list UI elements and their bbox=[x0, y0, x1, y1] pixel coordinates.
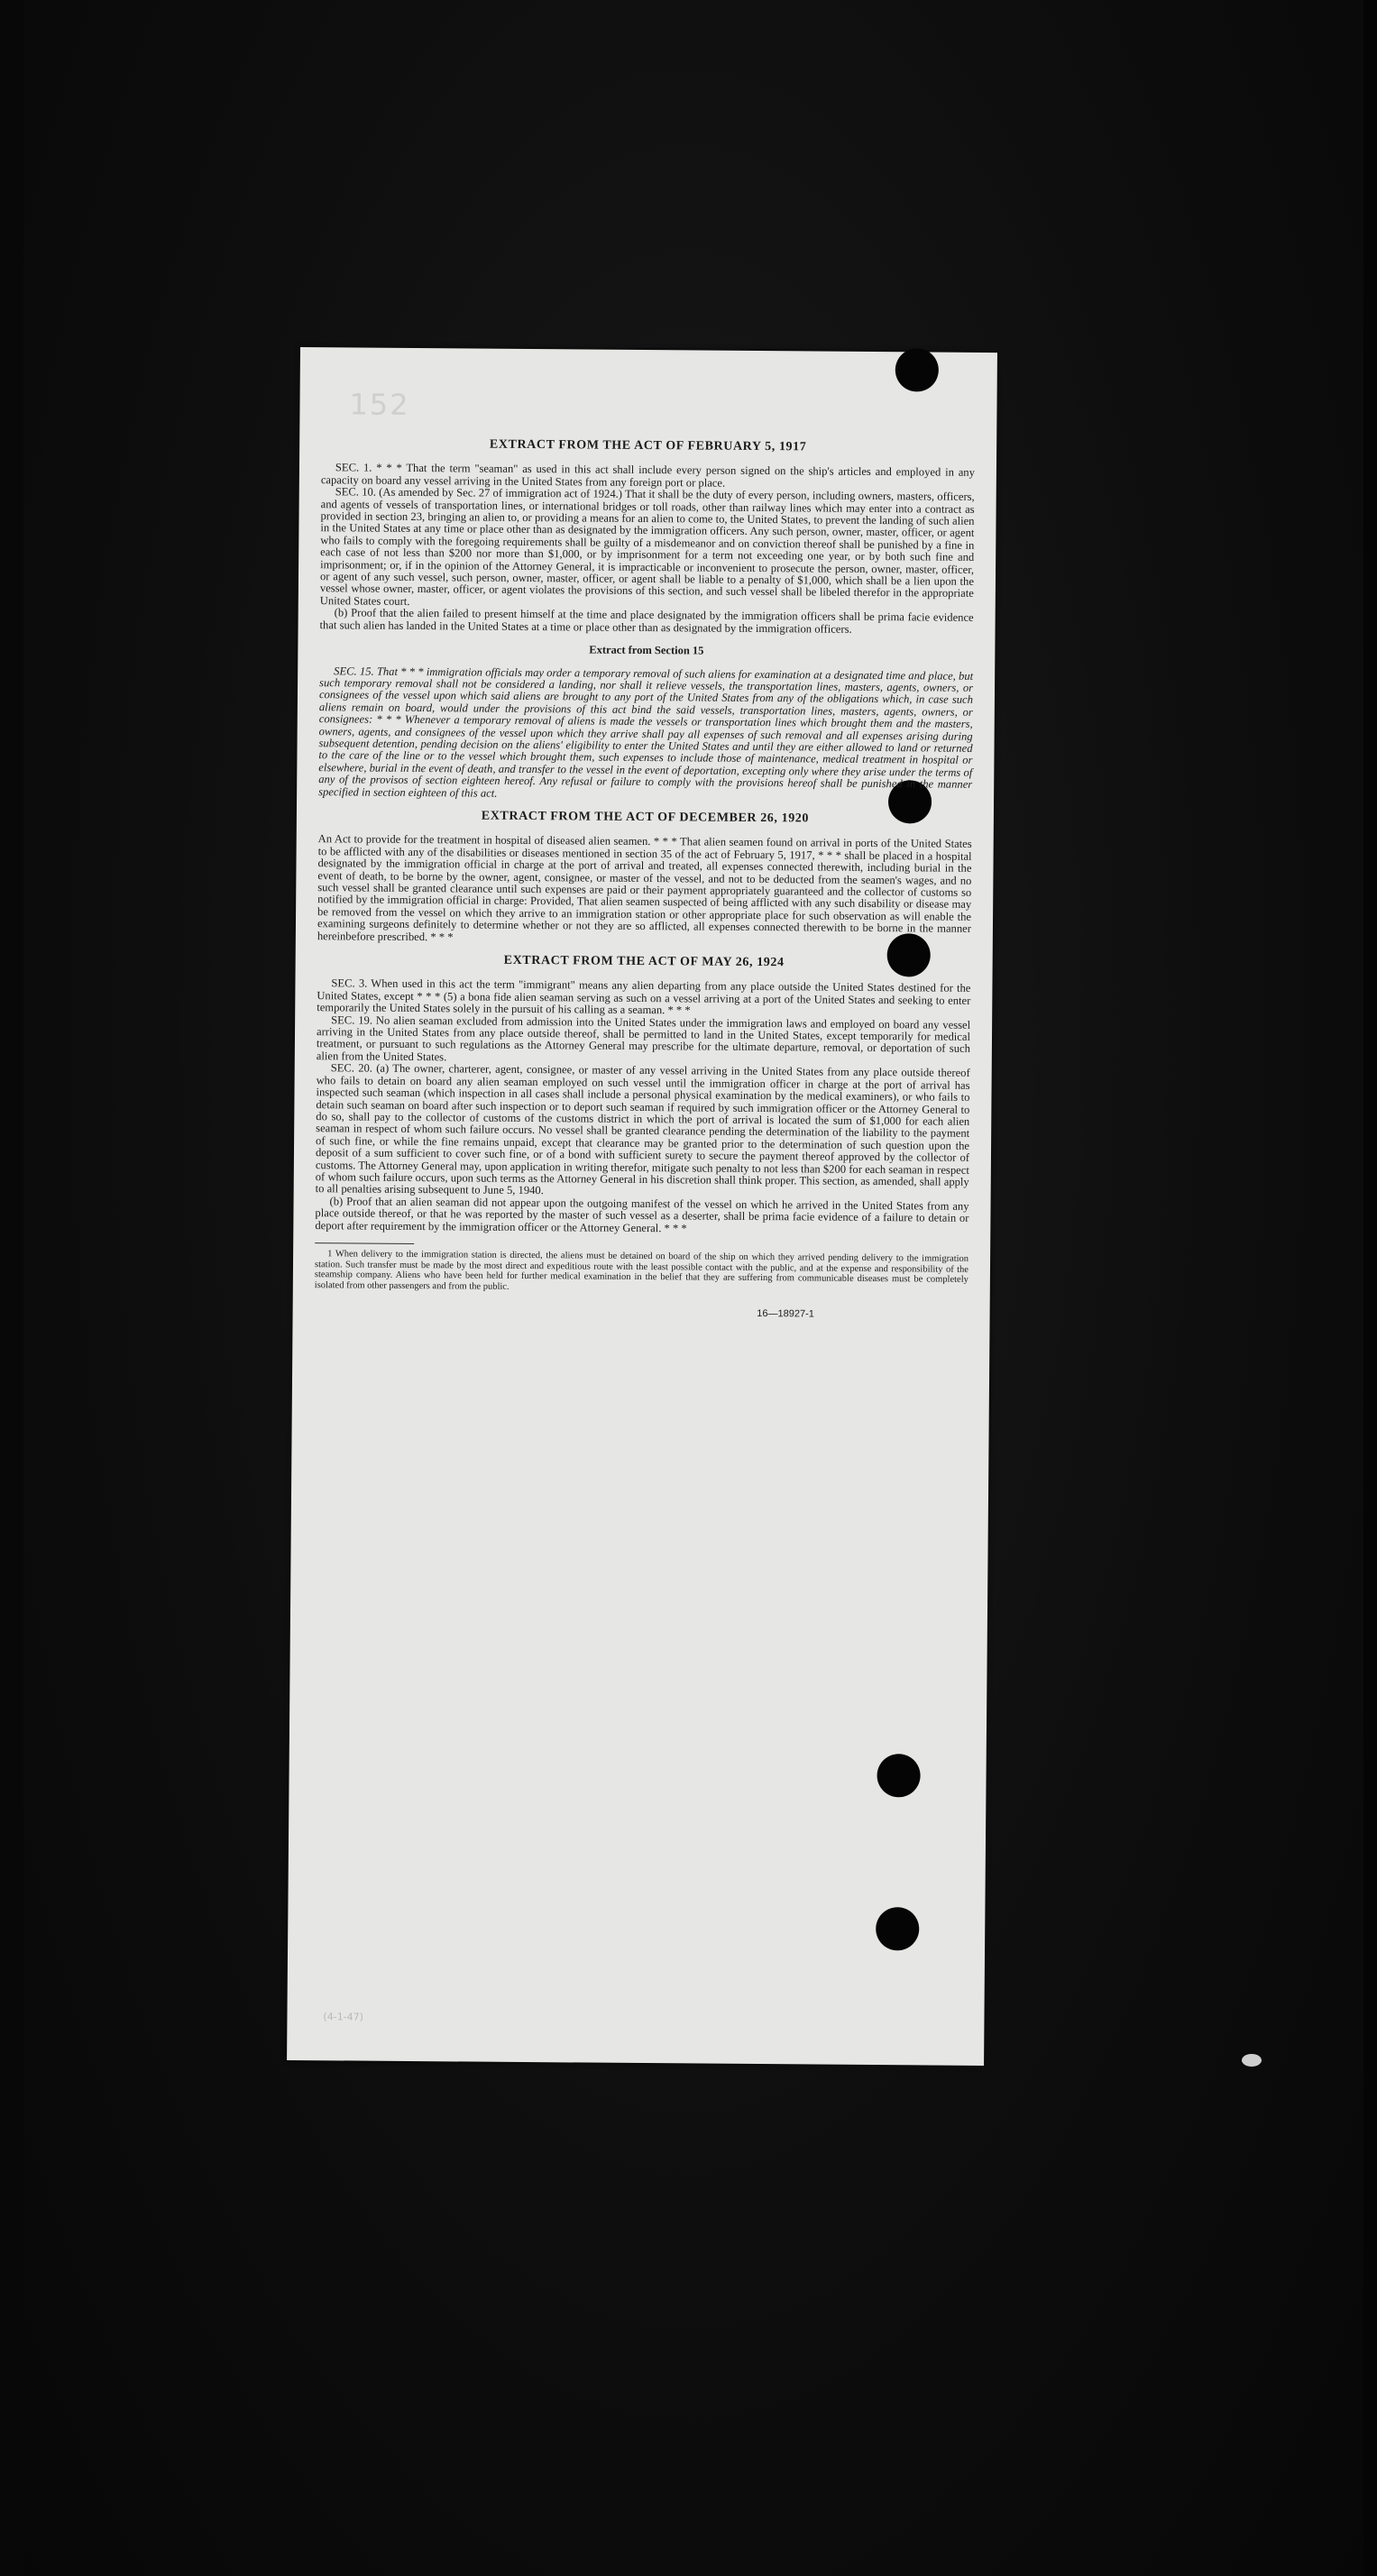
document-body bbox=[315, 437, 976, 1322]
paragraph-sec-10-b: (b) Proof that the alien failed to present himself at the time and place designated by the immigration officers shall be prima facie evidence that such alien has landed in the United States at a time or place other than as designated by the immigration officers. bbox=[319, 606, 974, 636]
section-1924 bbox=[315, 978, 970, 1237]
punch-hole-top bbox=[895, 348, 939, 391]
heading-act-1920: EXTRACT FROM THE ACT OF DECEMBER 26, 1920 bbox=[481, 809, 810, 826]
section-15 bbox=[318, 665, 973, 803]
form-number: 16—18927-1 bbox=[757, 1308, 814, 1320]
corner-pencil-mark: 152 bbox=[349, 387, 410, 422]
dust-speck bbox=[1242, 2054, 1262, 2067]
scan-edge-left bbox=[0, 0, 23, 2576]
paragraph-sec-20: SEC. 20. (a) The owner, charterer, agent, consignee, or master of any vessel arriving in the United States from any place outside thereof who fails to detain on board any alien seaman employed on such vessel until the immigration officer in charge at the port of arrival has inspected such seaman (which inspection in all cases shall include a personal physical examination by the medical examiners), or who fails to detain such seaman on board after such inspection or to deport such seaman if required by such immigration officer or the Attorney General to do so, shall pay to the collector of customs of the customs district in which the port of arrival is located the sum of $1,000 for each alien seaman in respect of whom such failure occurs. No vessel shall be granted clearance pending the determination of the liability to the payment of such fine, or while the fine remains unpaid, except that clearance may be granted prior to the determination of such question upon the deposit of a sum sufficient to cover such fine, or of a bond with sufficient surety to secure the payment thereof approved by the collector of customs. The Attorney General may, upon application in writing therefor, mitigate such penalty to not less than $200 for each seaman in respect of whom such failure occurs, upon such terms as the Attorney General in his discretion shall think proper. This section, as amended, shall apply to all penalties arising subsequent to June 5, 1940. bbox=[315, 1061, 970, 1197]
paragraph-act-1920: An Act to provide for the treatment in hospital of diseased alien seamen. * * * That alien seamen found on arrival in ports of the United States to be afflicted with any of the disabilities or diseases mentioned in section 35 of the act of February 5, 1917, * * * shall be placed in a hospital designated by the immigration official in charge at the port of arrival and treated, all expenses connected therewith, including burial in the event of death, to be borne by the owner, agent, consignee, or master of the vessel, and not to be deducted from the seamen's wages, and no such vessel shall be granted clearance until such expenses are paid or their payment appropriately guaranteed and the collector of customs so notified by the immigration official in charge: Provided, That alien seamen suspected of being afflicted with any such disability or disease may be removed from the vessel on which they arrive to an immigration station or other appropriate place for such observation as will enable the examining surgeons definitely to determine whether or not they are so afflicted, all expenses connected therewith to be borne in the manner hereinbefore prescribed. * * * bbox=[317, 832, 972, 943]
punch-hole-4 bbox=[876, 1907, 919, 1950]
punch-hole-3 bbox=[877, 1754, 920, 1797]
paragraph-sec-19: SEC. 19. No alien seaman excluded from admission into the United States under the immigration laws and employed on board any vessel arriving in the United States from any place outside thereof, shall be permitted to land in the United States, except temporarily for medical treatment, or pursuant to such regulations as the Attorney General may prescribe for the ultimate departure, removal, or deportation of such alien from the United States. bbox=[316, 1013, 971, 1064]
section-1917 bbox=[320, 463, 975, 637]
heading-act-1917: EXTRACT FROM THE ACT OF FEBRUARY 5, 1917 bbox=[489, 437, 807, 454]
footnote-divider bbox=[315, 1242, 414, 1244]
subheading-section-15: Extract from Section 15 bbox=[589, 643, 704, 657]
heading-act-1924: EXTRACT FROM THE ACT OF MAY 26, 1924 bbox=[503, 953, 785, 970]
faint-stamp: (4-1-47) bbox=[323, 2011, 364, 2023]
paragraph-sec-1: SEC. 1. * * * That the term "seaman" as used in this act shall include every person signed on the ship's articles and employed in any capacity on board any vessel arriving in the United States from any foreign port or place. bbox=[320, 461, 975, 490]
paragraph-sec-15: SEC. 15. That * * * immigration officials may order a temporary removal of such aliens for examination at a designated time and place, but such temporary removal shall not be considered a landing, nor shall it relieve vessels, the transportation lines, masters, agents, owners, or consignees of the vessel upon which said aliens are brought to any port of the United States from any of the obligations which, in case such aliens remain on board, would under the provisions of this act bind the said vessels, transportation lines, masters, agents, owners, or consignees: * * * Whenever a temporary removal of aliens is made the vessels or transportation lines which brought them and the masters, owners, agents, and consignees of the vessel upon which they arrive shall pay all expenses of such removal and all expenses arising during subsequent detention, pending decision on the aliens' eligibility to enter the United States and until they are either allowed to land or returned to the care of the line or to the vessel which brought them, such expenses to include those of maintenance, medical treatment in hospital or elsewhere, burial in the event of death, and transfer to the vessel in the event of deportation, excepting only where they arise under the terms of any of the provisos of section eighteen hereof. Any refusal or failure to comply with the provisions hereof shall be punished in the manner specified in section eighteen of this act. bbox=[318, 664, 974, 800]
section-1920 bbox=[317, 834, 972, 948]
paragraph-sec-3: SEC. 3. When used in this act the term "immigrant" means any alien departing from any place outside the United States destined for the United States, except * * * (5) a bona fide alien seaman serving as such on a vessel arriving at a port of the United States and seeking to enter temporarily the United States solely in the pursuit of his calling as a seaman. * * * bbox=[317, 976, 971, 1017]
paragraph-sec-10: SEC. 10. (As amended by Sec. 27 of immigration act of 1924.) That it shall be the duty of every person, including owners, masters, officers, and agents of vessels of transportation lines, or international bridges or toll roads, other than railway lines which may enter into a contract as provided in section 23, bringing an alien to, or providing a means for an alien to come to, the United States, to prevent the landing of such alien in the United States at any time or place other than as designated by the immigration officers. Any such person, owner, master, officer, or agent who fails to comply with the foregoing requirements shall be guilty of a misdemeanor and on conviction thereof shall be punished by a fine in each case of not less than $200 nor more than $1,000, or by imprisonment for a term not exceeding one year, or by both such fine and imprisonment; or, if in the opinion of the Attorney General, it is impracticable or inconvenient to prosecute the person, owner, master, officer, or agent of any such vessel, such person, owner, master, officer, or agent shall be liable to a penalty of $1,000, which shall be a lien upon the vessel whose owner, master, officer, or agent violates the provisions of this section, and such vessel shall be libeled therefor in the appropriate United States court. bbox=[319, 485, 975, 608]
paragraph-sec-20-b: (b) Proof that an alien seaman did not appear upon the outgoing manifest of the vessel on which he arrived in the United States from any place outside thereof, or that he was reported by the master of such vessel as a deserter, shall be prima facie evidence of a failure to detain or deport after requirement by the immigration officer or the Attorney General. * * * bbox=[315, 1195, 969, 1234]
document-page bbox=[287, 347, 997, 2066]
footnote: 1 When delivery to the immigration station is directed, the aliens must be detained on board of the ship on which they arrived pending delivery to the immigration station. Such transfer must be made by the most direct and expeditious route with the least possible contact with the public, and at the expense and responsibility of the steamship company. Aliens who have been held for further medical examination in the belief that they are suffering from communicable diseases must be completely isolated from other passengers and from the public. bbox=[314, 1249, 969, 1292]
scan-edge-right bbox=[1363, 0, 1377, 2576]
